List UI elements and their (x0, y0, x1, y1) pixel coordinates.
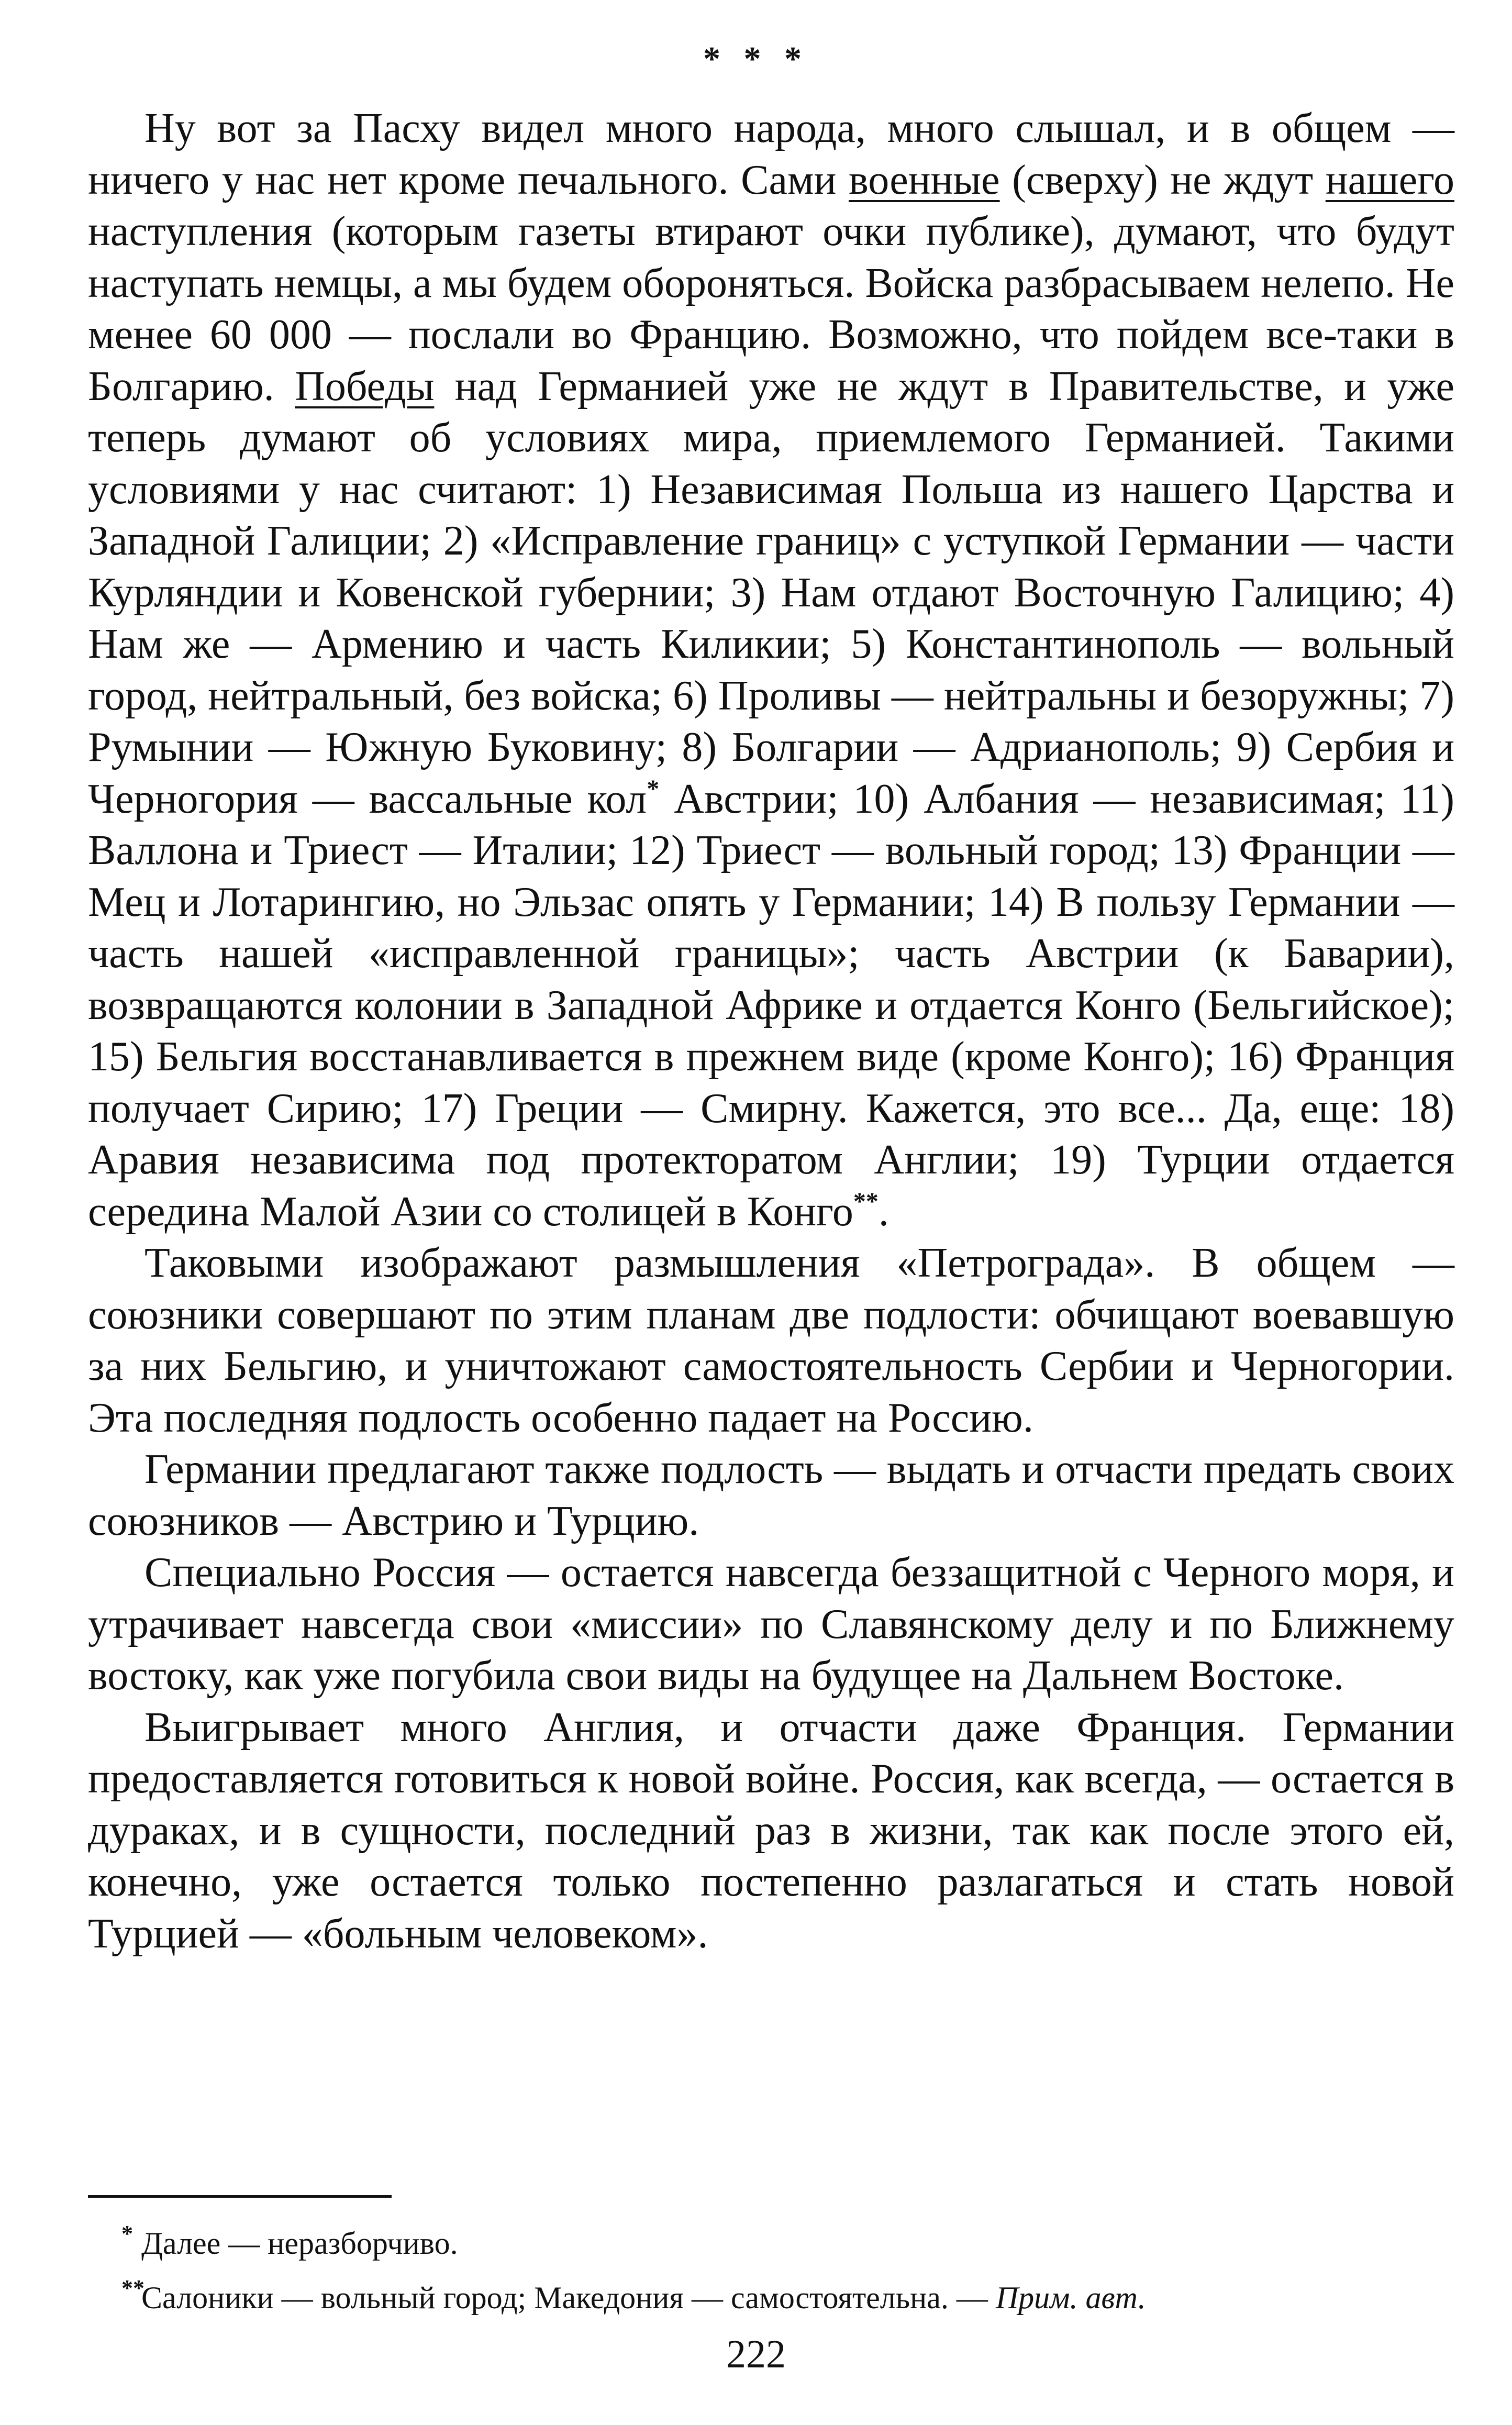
paragraph-3: Германии предлагают также подлость — выдать и отчасти предать своих союзников — Австрию и Турцию. (88, 1446, 1454, 1544)
page-number: 222 (726, 2332, 786, 2376)
underlined-word-military: военные (849, 157, 1000, 203)
paragraph-1-part-3: наступления (которым газеты втирают очки публике), думают, что будут наступать немцы, а мы будем обороняться. Войска разбрасываем нелепо. Не менее 60 000 — послали во Францию. Возможно, что пойдем все-таки в Болгарию. (88, 208, 1454, 409)
footnote-2-author-note: Прим. авт. (995, 2280, 1146, 2315)
paragraph-1 (88, 103, 1454, 1237)
footnote-2 (121, 2271, 1450, 2325)
section-separator: * * * (703, 40, 809, 78)
paragraph-1-part-4: над Германией уже не ждут в Правительстве, и уже теперь думают об условиях мира, приемлемого Германией. Такими условиями у нас считают: 1) Независимая Польша из нашего Царства и Западной Галиции; 2) «Исправление границ» с уступкой Германии — части Курляндии и Ковенской губернии; 3) Нам отдают Восточную Галицию; 4) Нам же — Армению и часть Киликии; 5) Константинополь — вольный город, нейтральный, без войска; 6) Проливы — нейтральны и безоружны; 7) Румынии — Южную Буковину; 8) Болгарии — Адрианополь; 9) Сербия и Черногория — вассальные кол (88, 363, 1454, 822)
underlined-word-our: нашего (1325, 157, 1455, 203)
paragraph-1-part-2: (сверху) не ждут (999, 157, 1326, 203)
footnote-ref-1: * (647, 774, 660, 803)
paragraph-4: Специально Россия — остается навсегда беззащитной с Черного моря, и утрачивает навсегда свои «миссии» по Славянскому делу и по Ближнему востоку, как уже погубила свои виды на будущее на Дальнем Востоке. (88, 1549, 1454, 1699)
footnote-1-mark: * (121, 2221, 133, 2246)
paragraph-2: Таковыми изображают размышления «Петрограда». В общем — союзники совершают по этим планам две подлости: обчищают воевавшую за них Бельгию, и уничтожают самостоятельность Сербии и Черногории. Эта последняя подлость особенно падает на Россию. (88, 1240, 1454, 1441)
footnote-divider (88, 2195, 392, 2198)
paragraph-5: Выигрывает много Англия, и отчасти даже Франция. Германии предоставляется готовиться к новой войне. Россия, как всегда, — остается в дураках, и в сущности, последний раз в жизни, так как после этого ей, конечно, уже остается только постепенно разлагаться и стать новой Турцией — «больным человеком». (88, 1704, 1454, 1957)
footnote-ref-2: ** (853, 1187, 879, 1215)
underlined-word-victories: Победы (295, 363, 435, 409)
footnote-2-mark: ** (121, 2275, 144, 2301)
main-text (88, 103, 1454, 1959)
footnote-1 (121, 2216, 1450, 2271)
footnotes (121, 2216, 1450, 2325)
paragraph-1-part-5: Австрии; 10) Албания — независимая; 11) Валлона и Триест — Италии; 12) Триест — вольный город; 13) Франции — Мец и Лотарингию, но Эльзас опять у Германии; 14) В пользу Германии — часть нашей «исправленной границы»; часть Австрии (к Баварии), возвращаются колонии в Западной Африке и отдается Конго (Бельгийское); 15) Бельгия восстанавливается в прежнем виде (кроме Конго); 16) Франция получает Сирию; 17) Греции — Смирну. Кажется, это все... Да, еще: 18) Аравия независима под протекторатом Англии; 19) Турции отдается середина Малой Азии со столицей в Конго (88, 776, 1454, 1235)
paragraph-1-part-6: . (878, 1188, 889, 1235)
footnote-2-text: Салоники — вольный город; Македония — самостоятельна. — (141, 2280, 996, 2315)
footnote-1-text: Далее — неразборчиво. (141, 2226, 458, 2261)
paragraph-1-part-1: Ну вот за Пасху видел много народа, много слышал, и в общем — ничего у нас нет кроме печального. Сами (88, 105, 1454, 203)
